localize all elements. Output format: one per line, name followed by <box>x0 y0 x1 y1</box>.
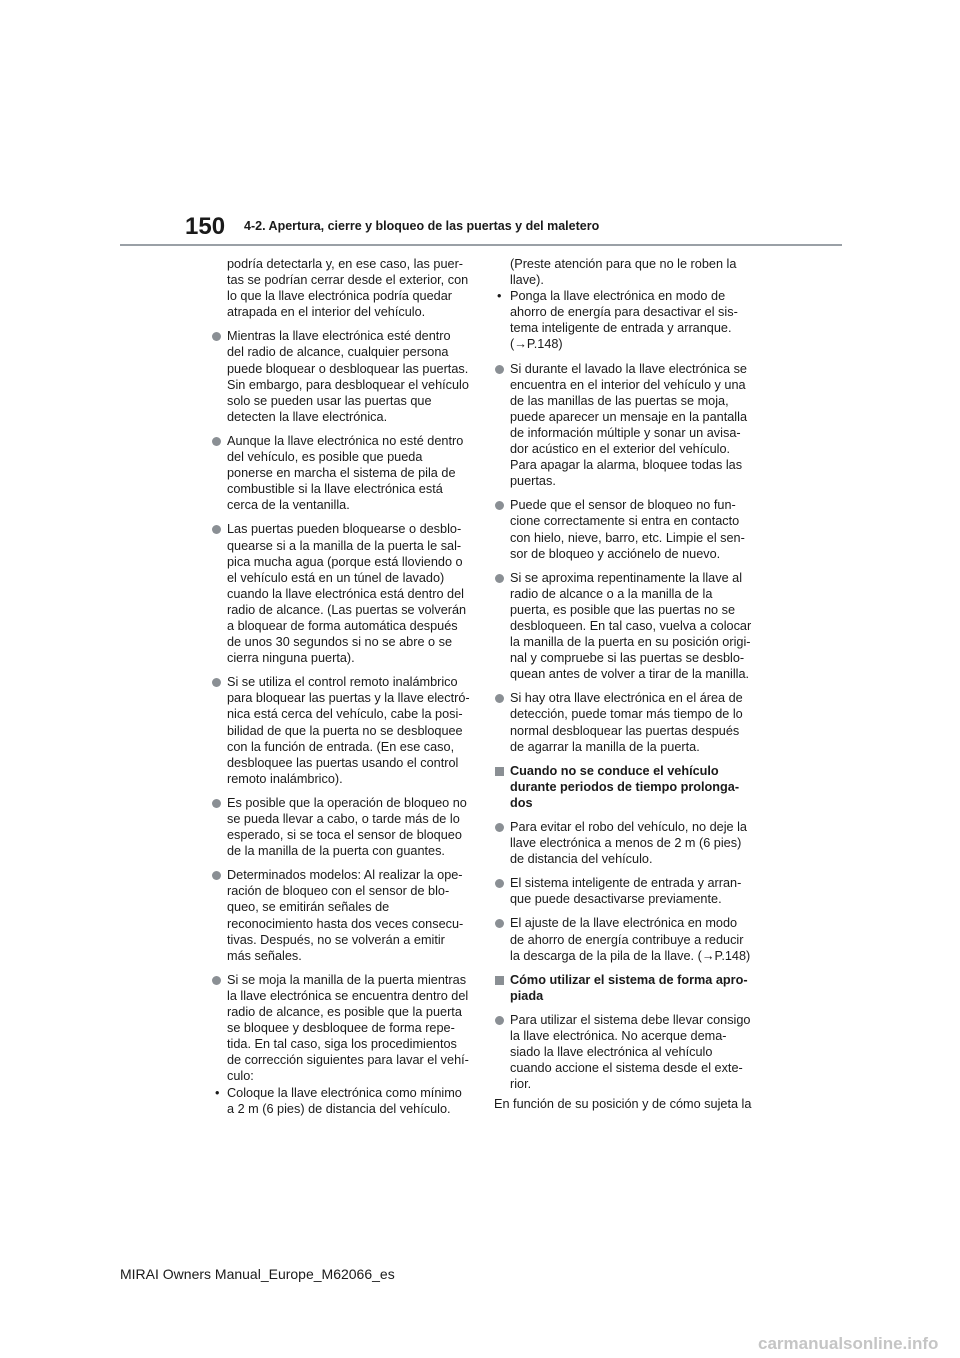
bullet-text: Las puertas pueden bloquearse o desblo- quearse si a la manilla de la puerta le sal- pica mucha agua (porque está lloviendo o el vehículo está en un túnel de lavado) cuando la llave electrónica está dentro del radio de alcance. (Las puertas se volverán a bloquear de forma automática después de unos 30 segundos si no se abre o se cierra ninguna puerta). <box>227 522 467 666</box>
header-divider <box>120 244 842 246</box>
dash-marker: • <box>215 1085 220 1100</box>
bullet-text: Para utilizar el sistema debe llevar consigo la llave electrónica. No acerque dema- siado la llave electrónica al vehículo cuando accione el sistema desde el exte- rior. <box>510 1012 751 1092</box>
bullet-circle-icon <box>212 437 221 446</box>
bullet-item <box>211 433 473 513</box>
continuation-paragraph: (Preste atención para que no le roben la llave). <box>510 257 737 288</box>
bullet-item <box>211 674 473 787</box>
bullet-text: El sistema inteligente de entrada y arran- que puede desactivarse previamente. <box>510 876 742 907</box>
bullet-item <box>494 570 756 683</box>
page-header <box>0 0 960 250</box>
square-bullet-icon <box>495 976 504 985</box>
dash-item <box>195 1085 473 1117</box>
bullet-item <box>494 690 756 754</box>
subsection-heading <box>494 972 756 1004</box>
subsection-heading <box>494 763 756 811</box>
bullet-circle-icon <box>495 574 504 583</box>
bullet-circle-icon <box>495 1016 504 1025</box>
bullet-item <box>494 875 756 907</box>
page-number: 150 <box>185 213 226 240</box>
right-column <box>494 256 756 1121</box>
bullet-item <box>211 328 473 425</box>
dash-text: Coloque la llave electrónica como mínimo a 2 m (6 pies) de distancia del vehículo. <box>227 1085 462 1116</box>
bullet-circle-icon <box>212 871 221 880</box>
bullet-text: Mientras la llave electrónica esté dentro del radio de alcance, cualquier persona puede bloquear o desbloquear las puertas. Sin embargo, para desbloquear el vehículo solo se pueden usar las puertas que detecten la llave electrónica. <box>227 329 469 424</box>
bullet-item <box>494 361 756 490</box>
bullet-circle-icon <box>495 879 504 888</box>
bullet-circle-icon <box>495 365 504 374</box>
bullet-text: Aunque la llave electrónica no esté dentro del vehículo, es posible que pueda ponerse en marcha el sistema de pila de combustible si la llave electrónica está cerca de la ventanilla. <box>227 433 464 513</box>
dash-marker: • <box>497 289 502 304</box>
bullet-item <box>494 915 756 963</box>
watermark: carmanualsonline.info <box>758 1334 939 1353</box>
bullet-circle-icon <box>495 694 504 703</box>
bullet-text: Si durante el lavado la llave electrónica se encuentra en el interior del vehículo y una de las manillas de las puertas se moja, puede aparecer un mensaje en la pantalla de información múltiple y sonar un avisa- dor acústico en el exterior del vehículo. Para apagar la alarma, bloquee todas las puertas. <box>510 361 748 489</box>
bullet-circle-icon <box>212 332 221 341</box>
bullet-item <box>211 972 473 1085</box>
bullet-item <box>211 521 473 666</box>
bullet-item <box>211 795 473 859</box>
bullet-circle-icon <box>212 525 221 534</box>
dash-text: Ponga la llave electrónica en modo de ahorro de energía para desactivar el sis- tema inteligente de entrada y arranque. (→P.148) <box>510 289 738 352</box>
bullet-circle-icon <box>212 799 221 808</box>
bullet-text: Determinados modelos: Al realizar la ope- ración de bloqueo con el sensor de blo- queo, se emitirán señales de reconocimiento hasta dos veces consecu- tivas. Después, no se volverán a emitir más señales. <box>227 868 464 963</box>
bullet-text: Puede que el sensor de bloqueo no fun- cione correctamente si entra en contacto con hielo, nieve, barro, etc. Limpie el sen- sor de bloqueo y acciónelo de nuevo. <box>510 498 745 561</box>
bullet-text: Si se aproxima repentinamente la llave al radio de alcance o a la manilla de la puerta, es posible que las puertas no se desbloqueen. En tal caso, vuelva a colocar la manilla de la puerta en su posición origi- nal y compruebe si las puertas se desblo- quean antes de volver a tirar de la manilla. <box>510 570 752 682</box>
bullet-circle-icon <box>495 919 504 928</box>
bullet-text: Para evitar el robo del vehículo, no deje la llave electrónica a menos de 2 m (6 pies) de distancia del vehículo. <box>510 820 747 867</box>
heading-text: Cómo utilizar el sistema de forma apro- piada <box>510 972 748 1003</box>
heading-text: Cuando no se conduce el vehículo durante periodos de tiempo prolonga- dos <box>510 763 740 810</box>
bullet-text: El ajuste de la llave electrónica en modo de ahorro de energía contribuye a reducir la descarga de la pila de la llave. (→P.148) <box>510 916 751 963</box>
bullet-text: Si se moja la manilla de la puerta mientras la llave electrónica se encuentra dentro del radio de alcance, es posible que la puerta se bloquee y desbloquee de forma repe- tida. En tal caso, siga los procedimientos de corrección siguientes para lavar el vehí- culo: <box>227 972 469 1084</box>
bullet-circle-icon <box>495 823 504 832</box>
left-column <box>211 256 473 1117</box>
closing-paragraph: En función de su posición y de cómo sujeta la <box>494 1097 752 1112</box>
bullet-circle-icon <box>212 678 221 687</box>
bullet-text: Es posible que la operación de bloqueo no se pueda llevar a cabo, o tarde más de lo esperado, si se toca el sensor de bloqueo de la manilla de la puerta con guantes. <box>227 795 467 859</box>
bullet-item <box>211 867 473 964</box>
bullet-circle-icon <box>495 501 504 510</box>
bullet-item <box>494 819 756 867</box>
bullet-text: Si hay otra llave electrónica en el área de detección, puede tomar más tiempo de lo normal desbloquear las puertas después de agarrar la manilla de la puerta. <box>510 691 743 754</box>
bullet-circle-icon <box>212 976 221 985</box>
bullet-text: Si se utiliza el control remoto inalámbrico para bloquear las puertas y la llave electró- nica está cerca del vehículo, cabe la posi- bilidad de que la puerta no se desbloquee con la función de entrada. (En ese caso, desbloquee las puertas usando el control remoto inalámbrico). <box>227 675 470 786</box>
footer-manual-name: MIRAI Owners Manual_Europe_M62066_es <box>120 1266 395 1282</box>
section-title: 4-2. Apertura, cierre y bloqueo de las puertas y del maletero <box>244 219 600 233</box>
bullet-item <box>494 497 756 561</box>
dash-item <box>494 288 756 352</box>
continuation-paragraph: podría detectarla y, en ese caso, las puer- tas se podrían cerrar desde el exterior, con lo que la llave electrónica podría quedar atrapada en el interior del vehículo. <box>227 257 469 320</box>
square-bullet-icon <box>495 767 504 776</box>
bullet-item <box>494 1012 756 1092</box>
